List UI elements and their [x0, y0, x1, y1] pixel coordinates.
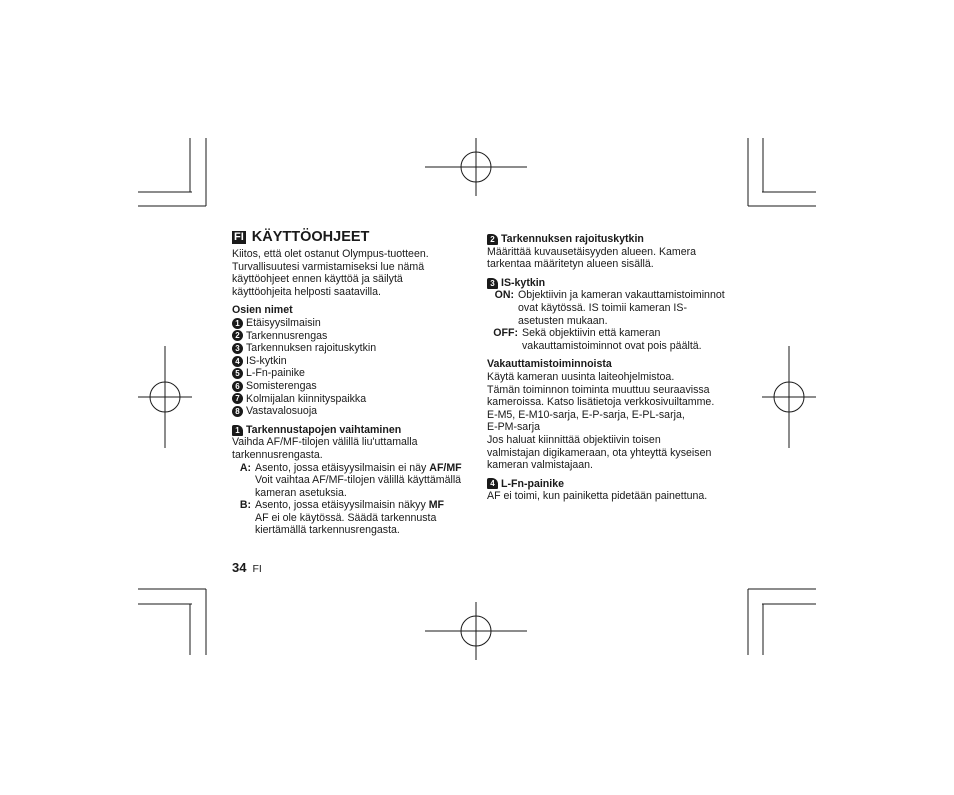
- language-badge: FI: [234, 230, 244, 243]
- part-item: [232, 393, 472, 406]
- body-line: kameran valmistajaan.: [487, 459, 593, 472]
- part-label: Tarkennusrengas: [246, 329, 328, 342]
- option-key: OFF:: [493, 327, 518, 340]
- option-text: AF ei ole käytössä. Säädä tarkennusta: [255, 511, 437, 524]
- part-label: Kolmijalan kiinnityspaikka: [246, 392, 367, 405]
- part-item: [232, 330, 472, 343]
- option-text: Sekä objektiivin että kameran: [522, 327, 661, 340]
- option-on: [487, 289, 732, 327]
- section-title: Tarkennustapojen vaihtaminen: [246, 423, 402, 436]
- number-icon: 5: [232, 368, 243, 379]
- intro-line: Turvallisuutesi varmistamiseksi lue nämä: [232, 260, 425, 273]
- body-line: Käytä kameran uusinta laiteohjelmistoa.: [487, 370, 675, 383]
- section-title: Tarkennuksen rajoituskytkin: [501, 233, 644, 245]
- section-heading: [487, 277, 732, 290]
- page-footer: [232, 560, 262, 575]
- part-item: [232, 367, 472, 380]
- option-a: [232, 462, 472, 500]
- part-label: Etäisyysilmaisin: [246, 316, 321, 329]
- number-icon: 7: [232, 393, 243, 404]
- option-text: ovat käytössä. IS toimii kameran IS-: [518, 301, 687, 314]
- part-label: IS-kytkin: [246, 354, 287, 367]
- stabilization-heading: Vakauttamistoiminnoista: [487, 358, 612, 371]
- intro-line: käyttöohjeet ennen käyttöä ja säilytä: [232, 273, 403, 286]
- body-line: AF ei toimi, kun painiketta pidetään painettuna.: [487, 490, 708, 503]
- part-label: L-Fn-painike: [246, 367, 305, 380]
- option-text: Voit vaihtaa AF/MF-tilojen välillä käyttämällä: [255, 474, 462, 487]
- section-number-icon: 4: [487, 478, 498, 489]
- part-item: [232, 380, 472, 393]
- option-text: Asento, jossa etäisyysilmaisin näkyy: [255, 499, 429, 512]
- option-key: ON:: [494, 289, 514, 302]
- option-text: asetusten mukaan.: [518, 314, 608, 327]
- part-item: [232, 317, 472, 330]
- option-b: [232, 499, 472, 537]
- page-number: 34: [232, 560, 247, 575]
- body-line: Jos haluat kiinnittää objektiivin toisen: [487, 433, 661, 446]
- part-label: Tarkennuksen rajoituskytkin: [246, 342, 377, 355]
- section-title: L-Fn-painike: [501, 477, 564, 490]
- number-icon: 1: [232, 318, 243, 329]
- body-line: E-M5, E-M10-sarja, E-P-sarja, E-PL-sarja,: [487, 408, 685, 421]
- parts-heading: Osien nimet: [232, 304, 293, 317]
- part-item: [232, 355, 472, 368]
- left-column: [232, 229, 472, 537]
- option-mode: AF/MF: [429, 461, 462, 474]
- number-icon: 8: [232, 406, 243, 417]
- body-line: Määrittää kuvausetäisyyden alueen. Kamera: [487, 245, 697, 258]
- option-text: Asento, jossa etäisyysilmaisin ei näy: [255, 461, 430, 474]
- option-mode: MF: [428, 499, 444, 512]
- section-title: IS-kytkin: [501, 276, 546, 289]
- page-language: FI: [252, 563, 262, 575]
- intro-line: Kiitos, että olet ostanut Olympus-tuotteen.: [232, 248, 429, 260]
- body-line: tarkennusrengasta.: [232, 448, 323, 461]
- intro-line: käyttöohjeita helposti saatavilla.: [232, 285, 381, 298]
- option-text: kameran asetuksia.: [255, 486, 347, 499]
- part-label: Vastavalosuoja: [246, 405, 318, 418]
- part-item: [232, 405, 472, 418]
- part-item: [232, 342, 472, 355]
- option-key: A:: [239, 461, 251, 474]
- part-label: Somisterengas: [246, 379, 317, 392]
- body-line: Tämän toiminnon toiminta muuttuu seuraavissa: [487, 383, 710, 396]
- right-column: [487, 233, 732, 503]
- section-heading: [232, 424, 472, 437]
- body-line: E-PM-sarja: [487, 421, 540, 434]
- title-row: [232, 229, 472, 245]
- body-line: valmistajan digikameraan, ota yhteyttä kyseisen: [487, 446, 712, 459]
- option-text: kiertämällä tarkennusrengasta.: [255, 524, 400, 537]
- option-key: B:: [239, 499, 251, 512]
- number-icon: 3: [232, 343, 243, 354]
- section-number-icon: 2: [487, 234, 498, 245]
- page-title: KÄYTTÖOHJEET: [251, 229, 370, 245]
- number-icon: 6: [232, 381, 243, 392]
- option-text: Objektiivin ja kameran vakauttamistoiminnot: [518, 289, 725, 302]
- body-line: Vaihda AF/MF-tilojen välillä liu'uttamalla: [232, 436, 418, 449]
- section-number-icon: 1: [232, 425, 243, 436]
- option-off: [487, 327, 732, 352]
- section-heading: [487, 478, 732, 491]
- number-icon: 4: [232, 356, 243, 367]
- section-number-icon: 3: [487, 278, 498, 289]
- option-text: vakauttamistoiminnot ovat pois päältä.: [522, 339, 702, 352]
- section-heading: [487, 233, 732, 246]
- body-line: tarkentaa määritetyn alueen sisällä.: [487, 258, 654, 271]
- body-line: kameroissa. Katso lisätietoja verkkosivuiltamme.: [487, 396, 715, 409]
- number-icon: 2: [232, 330, 243, 341]
